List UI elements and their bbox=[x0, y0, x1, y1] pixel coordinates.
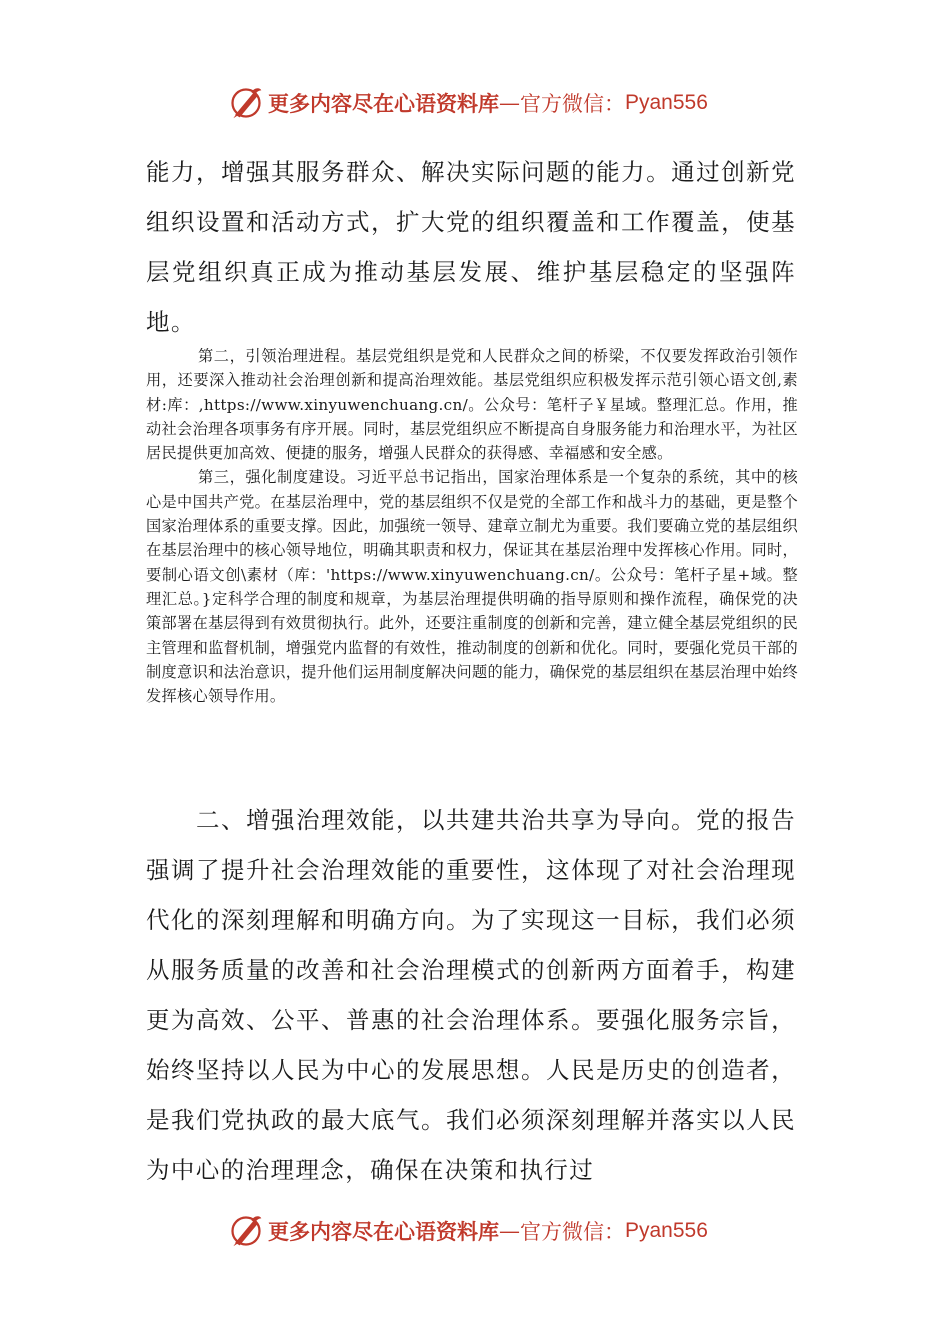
wechat-id: Pyan556 bbox=[625, 1219, 708, 1242]
paragraph-intro: 能力，增强其服务群众、解决实际问题的能力。通过创新党组织设置和活动方式，扩大党的组织覆盖和工作覆盖，使基层党组织真正成为推动基层发展、维护基层稳定的坚强阵地。 bbox=[146, 158, 796, 336]
banner-dash: — bbox=[499, 91, 520, 115]
wechat-label: 官方微信： bbox=[520, 92, 625, 116]
wechat-id: Pyan556 bbox=[625, 91, 708, 114]
quill-logo-icon bbox=[228, 85, 264, 121]
small-text-block bbox=[146, 344, 798, 708]
quill-logo-icon bbox=[228, 1213, 264, 1249]
brand-text: 更多内容尽在心语资料库 bbox=[268, 1219, 499, 1244]
banner-dash: — bbox=[499, 1219, 520, 1243]
paragraph-section-two: 二、增强治理效能，以共建共治共享为导向。党的报告强调了提升社会治理效能的重要性，这体现了对社会治理现代化的深刻理解和明确方向。为了实现这一目标，我们必须从服务质量的改善和社会治理模式的创新两方面着手，构建更为高效、公平、普惠的社会治理体系。要强化服务宗旨，始终坚持以人民为中心的发展思想。人民是历史的创造者，是我们党执政的最大底气。我们必须深刻理解并落实以人民为中心的治理理念，确保在决策和执行过 bbox=[146, 806, 796, 1184]
header-banner bbox=[228, 83, 708, 123]
paragraph-third-point: 第三，强化制度建设。习近平总书记指出，国家治理体系是一个复杂的系统，其中的核心是中国共产党。在基层治理中，党的基层组织不仅是党的全部工作和战斗力的基础，更是整个国家治理体系的重要支撑。因此，加强统一领导、建章立制尤为重要。我们要确立党的基层组织在基层治理中的核心领导地位，明确其职责和权力，保证其在基层治理中发挥核心作用。同时，要制心语文创\素材（库：'https://www.xinyuwenchuang.cn/。公众号：笔杆子星+域。整理汇总。}定科学合理的制度和规章，为基层治理提供明确的指导原则和操作流程，确保党的决策部署在基层得到有效贯彻执行。此外，还要注重制度的创新和完善，建立健全基层党组织的民主管理和监督机制，增强党内监督的有效性，推动制度的创新和优化。同时，要强化党员干部的制度意识和法治意识，提升他们运用制度解决问题的能力，确保党的基层组织在基层治理中始终发挥核心领导作用。 bbox=[146, 468, 798, 706]
wechat-label: 官方微信： bbox=[520, 1220, 625, 1244]
brand-text: 更多内容尽在心语资料库 bbox=[268, 91, 499, 116]
paragraph-second-point: 第二，引领治理进程。基层党组织是党和人民群众之间的桥梁，不仅要发挥政治引领作用，还要深入推动社会治理创新和提高治理效能。基层党组织应积极发挥示范引领心语文创,素材:库：,https://www.xinyuwenchuang.cn/。公众号：笔杆子￥星域。整理汇总。作用，推动社会治理各项事务有序开展。同时，基层党组织应不断提高自身服务能力和治理水平，为社区居民提供更加高效、便捷的服务，增强人民群众的获得感、幸福感和安全感。 bbox=[146, 347, 798, 463]
footer-banner bbox=[228, 1211, 708, 1251]
